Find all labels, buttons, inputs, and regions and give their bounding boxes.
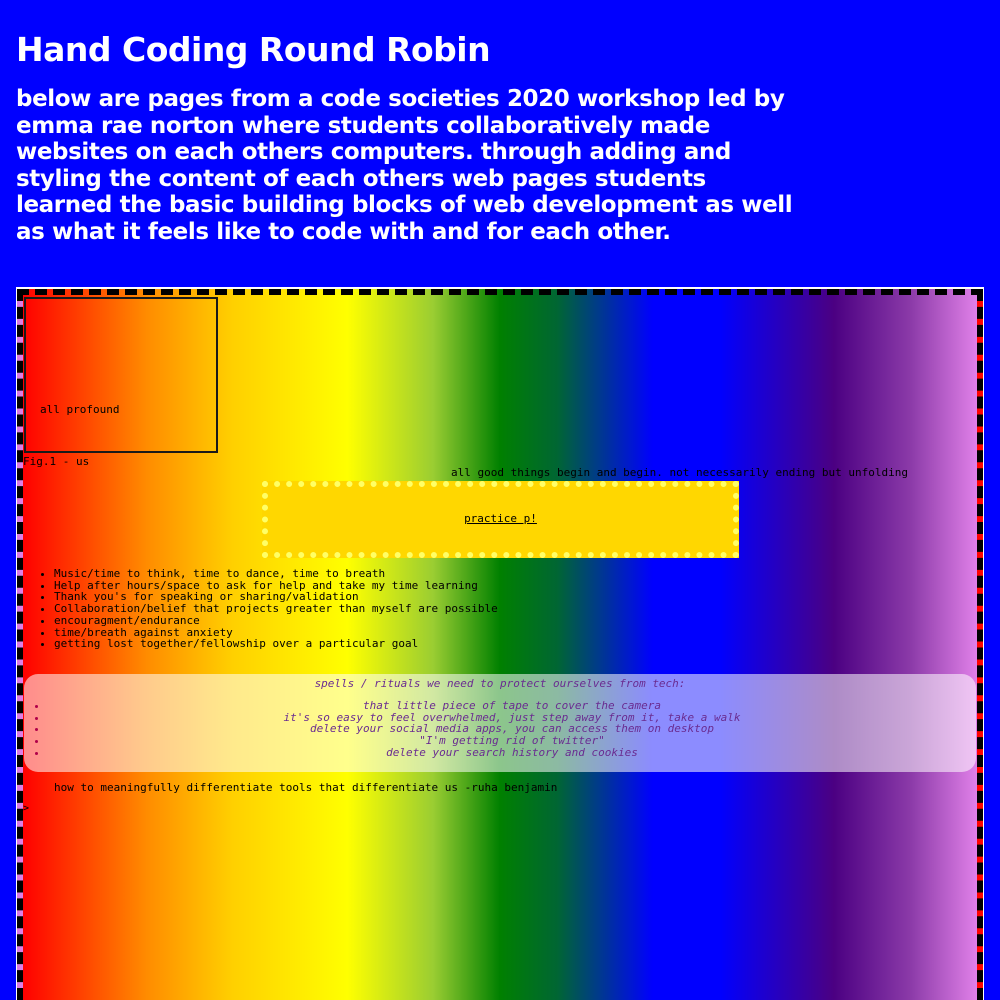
spell-item: • that little piece of tape to cover the camera [48,700,976,712]
list-item: • Thank you's for speaking or sharing/validation [54,591,498,603]
list-item: • Music/time to think, time to dance, time to breath [54,568,498,580]
page-intro: below are pages from a code societies 2020 workshop led by emma rae norton where students collaboratively made websites on each others computers. through adding and styling the content of each others web pages students learned the basic building blocks of web development as well as what it feels like to code with and for each other. [16,86,793,245]
quote: how to meaningfully differentiate tools that differentiate us -ruha benjamin [54,781,558,794]
list-item: • getting lost together/fellowship over a particular goal [54,638,498,650]
figure-box [24,297,218,453]
needs-list [33,568,498,650]
figure-box-label: all profound [40,403,120,416]
spell-item: • it's so easy to feel overwhelmed, just step away from it, take a walk [48,712,976,724]
page-title: Hand Coding Round Robin [16,30,491,69]
spell-item: • "I'm getting rid of twitter" [48,735,976,747]
practice-box [262,481,739,558]
stray-caret-mark: > [23,803,30,814]
figure-caption: Fig.1 - us [23,455,90,468]
list-item: • time/breath against anxiety [54,627,498,639]
spell-item: • delete your search history and cookies [48,747,976,759]
spells-title: spells / rituals we need to protect ourselves from tech: [314,677,686,690]
rainbow-page-canvas [17,289,983,1000]
embedded-student-page [16,287,984,1000]
practice-link[interactable]: practice p! [464,512,537,525]
list-item: • encouragment/endurance [54,615,498,627]
list-item: • Help after hours/space to ask for help and take my time learning [54,580,498,592]
spells-list [24,700,976,759]
spells-panel [24,674,976,772]
list-item: • Collaboration/belief that projects greater than myself are possible [54,603,498,615]
spell-item: • delete your social media apps, you can access them on desktop [48,723,976,735]
tagline: all good things begin and begin. not necessarily ending but unfolding [451,466,908,479]
